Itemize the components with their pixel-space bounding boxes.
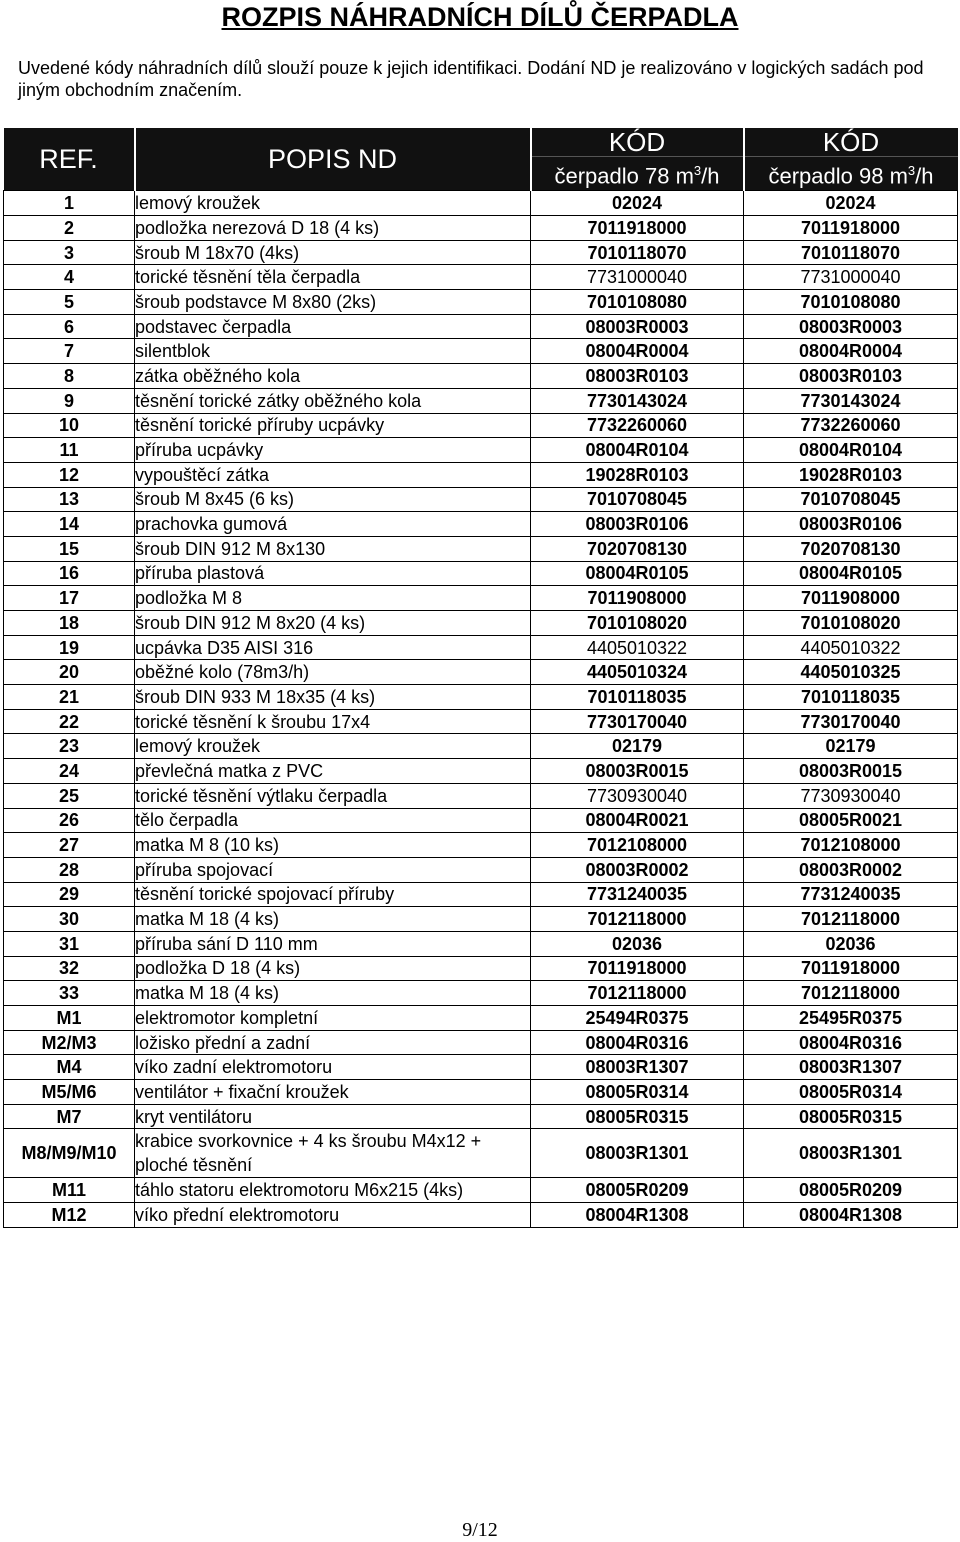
table-row: [4, 1030, 958, 1055]
code-78-cell: 7010118070: [531, 240, 744, 265]
code-78-cell: 4405010324: [531, 660, 744, 685]
description-cell: příruba spojovací: [135, 857, 531, 882]
code-78-cell: 08003R0103: [531, 364, 744, 389]
table-row: [4, 1006, 958, 1031]
description-cell: šroub podstavce M 8x80 (2ks): [135, 290, 531, 315]
code-78-cell: 02024: [531, 191, 744, 216]
description-cell: matka M 8 (10 ks): [135, 833, 531, 858]
ref-cell: 3: [4, 240, 135, 265]
code-98-cell: 7011918000: [744, 956, 958, 981]
code-98-cell: 08005R0209: [744, 1178, 958, 1203]
code-98-cell: 08003R0103: [744, 364, 958, 389]
code-78-cell: 7731000040: [531, 265, 744, 290]
table-row: [4, 783, 958, 808]
table-row: [4, 339, 958, 364]
description-cell: šroub DIN 933 M 18x35 (4 ks): [135, 685, 531, 710]
code-78-cell: 7011908000: [531, 586, 744, 611]
ref-cell: M7: [4, 1104, 135, 1129]
code-78-cell: 02036: [531, 931, 744, 956]
code-98-cell: 7010708045: [744, 487, 958, 512]
ref-cell: 15: [4, 536, 135, 561]
ref-cell: 7: [4, 339, 135, 364]
code-78-cell: 7012118000: [531, 981, 744, 1006]
table-row: [4, 1178, 958, 1203]
table-row: [4, 833, 958, 858]
page-title: ROZPIS NÁHRADNÍCH DÍLŮ ČERPADLA: [221, 2, 739, 32]
description-cell: těsnění torické zátky oběžného kola: [135, 388, 531, 413]
table-row: [4, 611, 958, 636]
ref-cell: 25: [4, 783, 135, 808]
code-78-cell: 02179: [531, 734, 744, 759]
table-row: [4, 216, 958, 241]
code-98-cell: 08003R0015: [744, 759, 958, 784]
description-cell: těsnění torické spojovací příruby: [135, 882, 531, 907]
table-row: [4, 1129, 958, 1178]
code-78-cell: 08004R0004: [531, 339, 744, 364]
header-description: POPIS ND: [135, 128, 531, 191]
ref-cell: 5: [4, 290, 135, 315]
table-header-row: [4, 128, 958, 191]
code-78-cell: 7011918000: [531, 956, 744, 981]
ref-cell: 2: [4, 216, 135, 241]
code-98-cell: 02179: [744, 734, 958, 759]
table-row: [4, 536, 958, 561]
description-cell: kryt ventilátoru: [135, 1104, 531, 1129]
code-98-cell: 7730930040: [744, 783, 958, 808]
header-code-78: [531, 128, 744, 191]
ref-cell: 28: [4, 857, 135, 882]
table-row: [4, 438, 958, 463]
table-row: [4, 956, 958, 981]
ref-cell: M1: [4, 1006, 135, 1031]
table-row: [4, 413, 958, 438]
description-cell: ventilátor + fixační kroužek: [135, 1080, 531, 1105]
code-78-cell: 08004R1308: [531, 1203, 744, 1228]
description-cell: torické těsnění těla čerpadla: [135, 265, 531, 290]
header-pump-78: čerpadlo 78 $m^3/h$: [554, 163, 720, 189]
ref-cell: 21: [4, 685, 135, 710]
table-row: [4, 586, 958, 611]
ref-cell: 29: [4, 882, 135, 907]
code-78-cell: 7012108000: [531, 833, 744, 858]
description-cell: oběžné kolo (78m3/h): [135, 660, 531, 685]
ref-cell: 30: [4, 907, 135, 932]
table-row: [4, 290, 958, 315]
code-98-cell: 7020708130: [744, 536, 958, 561]
ref-cell: 22: [4, 709, 135, 734]
ref-cell: 24: [4, 759, 135, 784]
code-98-cell: 7732260060: [744, 413, 958, 438]
ref-cell: M11: [4, 1178, 135, 1203]
ref-cell: 27: [4, 833, 135, 858]
ref-cell: 8: [4, 364, 135, 389]
code-78-cell: 7010108080: [531, 290, 744, 315]
description-cell: šroub DIN 912 M 8x130: [135, 536, 531, 561]
description-cell: šroub M 18x70 (4ks): [135, 240, 531, 265]
header-code-98: [744, 128, 958, 191]
description-cell: šroub M 8x45 (6 ks): [135, 487, 531, 512]
code-98-cell: 08004R0105: [744, 561, 958, 586]
ref-cell: 16: [4, 561, 135, 586]
code-78-cell: 08003R0003: [531, 314, 744, 339]
description-cell: torické těsnění k šroubu 17x4: [135, 709, 531, 734]
table-row: [4, 265, 958, 290]
table-row: [4, 1055, 958, 1080]
code-78-cell: 7732260060: [531, 413, 744, 438]
code-98-cell: 7730143024: [744, 388, 958, 413]
ref-cell: 18: [4, 611, 135, 636]
code-78-cell: 7010108020: [531, 611, 744, 636]
code-78-cell: 08004R0105: [531, 561, 744, 586]
ref-cell: 26: [4, 808, 135, 833]
ref-cell: M8/M9/M10: [4, 1129, 135, 1178]
code-98-cell: 7731240035: [744, 882, 958, 907]
description-cell: vypouštěcí zátka: [135, 462, 531, 487]
ref-cell: M12: [4, 1203, 135, 1228]
table-row: [4, 1203, 958, 1228]
code-98-cell: 7010108080: [744, 290, 958, 315]
code-78-cell: 08005R0314: [531, 1080, 744, 1105]
code-98-cell: 4405010325: [744, 660, 958, 685]
description-cell: podložka nerezová D 18 (4 ks): [135, 216, 531, 241]
table-row: [4, 462, 958, 487]
code-98-cell: 4405010322: [744, 635, 958, 660]
table-row: [4, 1080, 958, 1105]
description-cell: elektromotor kompletní: [135, 1006, 531, 1031]
description-cell: víko přední elektromotoru: [135, 1203, 531, 1228]
table-row: [4, 487, 958, 512]
description-cell: příruba sání D 110 mm: [135, 931, 531, 956]
code-98-cell: 08004R0104: [744, 438, 958, 463]
code-78-cell: 4405010322: [531, 635, 744, 660]
ref-cell: 13: [4, 487, 135, 512]
ref-cell: 12: [4, 462, 135, 487]
ref-cell: 4: [4, 265, 135, 290]
code-98-cell: 08005R0315: [744, 1104, 958, 1129]
ref-cell: 31: [4, 931, 135, 956]
table-row: [4, 734, 958, 759]
table-row: [4, 907, 958, 932]
code-78-cell: 7730930040: [531, 783, 744, 808]
page-number: 9/12: [462, 1519, 498, 1541]
description-cell: zátka oběžného kola: [135, 364, 531, 389]
ref-cell: 11: [4, 438, 135, 463]
ref-cell: 23: [4, 734, 135, 759]
description-cell: matka M 18 (4 ks): [135, 907, 531, 932]
code-98-cell: 7730170040: [744, 709, 958, 734]
code-78-cell: 7730143024: [531, 388, 744, 413]
code-78-cell: 08003R0002: [531, 857, 744, 882]
code-98-cell: 08004R0316: [744, 1030, 958, 1055]
code-78-cell: 7010118035: [531, 685, 744, 710]
description-cell: ložisko přední a zadní: [135, 1030, 531, 1055]
table-row: [4, 660, 958, 685]
code-98-cell: 08003R0003: [744, 314, 958, 339]
code-78-cell: 7012118000: [531, 907, 744, 932]
description-cell: lemový kroužek: [135, 734, 531, 759]
code-98-cell: 7012118000: [744, 907, 958, 932]
code-78-cell: 25494R0375: [531, 1006, 744, 1031]
description-cell: podstavec čerpadla: [135, 314, 531, 339]
code-78-cell: 08003R0015: [531, 759, 744, 784]
description-cell: příruba plastová: [135, 561, 531, 586]
ref-cell: 32: [4, 956, 135, 981]
description-cell: ucpávka D35 AISI 316: [135, 635, 531, 660]
table-row: [4, 191, 958, 216]
description-cell: podložka D 18 (4 ks): [135, 956, 531, 981]
description-cell: prachovka gumová: [135, 512, 531, 537]
code-98-cell: 7011908000: [744, 586, 958, 611]
table-row: [4, 388, 958, 413]
table-row: [4, 364, 958, 389]
ref-cell: 33: [4, 981, 135, 1006]
description-cell: příruba ucpávky: [135, 438, 531, 463]
table-row: [4, 685, 958, 710]
code-98-cell: 7010118035: [744, 685, 958, 710]
code-78-cell: 7730170040: [531, 709, 744, 734]
ref-cell: 20: [4, 660, 135, 685]
code-98-cell: 08005R0314: [744, 1080, 958, 1105]
table-row: [4, 561, 958, 586]
table-row: [4, 857, 958, 882]
code-98-cell: 08003R0002: [744, 857, 958, 882]
code-78-cell: 08004R0104: [531, 438, 744, 463]
code-98-cell: 19028R0103: [744, 462, 958, 487]
code-98-cell: 7012108000: [744, 833, 958, 858]
ref-cell: 1: [4, 191, 135, 216]
description-cell: lemový kroužek: [135, 191, 531, 216]
code-78-cell: 08005R0315: [531, 1104, 744, 1129]
ref-cell: M5/M6: [4, 1080, 135, 1105]
description-cell: těsnění torické příruby ucpávky: [135, 413, 531, 438]
table-row: [4, 1104, 958, 1129]
code-98-cell: 08003R0106: [744, 512, 958, 537]
table-row: [4, 314, 958, 339]
ref-cell: 10: [4, 413, 135, 438]
code-98-cell: 08003R1307: [744, 1055, 958, 1080]
table-row: [4, 512, 958, 537]
code-78-cell: 08004R0021: [531, 808, 744, 833]
code-78-cell: 19028R0103: [531, 462, 744, 487]
intro-text: Uvedené kódy náhradních dílů slouží pouze k jejich identifikaci. Dodání ND je realizováno v logických sadách pod jiným obchodním značením.: [18, 58, 924, 100]
code-98-cell: 7731000040: [744, 265, 958, 290]
code-98-cell: 08005R0021: [744, 808, 958, 833]
description-cell: torické těsnění výtlaku čerpadla: [135, 783, 531, 808]
code-78-cell: 7011918000: [531, 216, 744, 241]
header-ref: REF.: [4, 128, 135, 191]
code-78-cell: 7020708130: [531, 536, 744, 561]
code-98-cell: 7012118000: [744, 981, 958, 1006]
ref-cell: M2/M3: [4, 1030, 135, 1055]
code-78-cell: 08004R0316: [531, 1030, 744, 1055]
table-row: [4, 709, 958, 734]
code-98-cell: 25495R0375: [744, 1006, 958, 1031]
ref-cell: 9: [4, 388, 135, 413]
code-78-cell: 7010708045: [531, 487, 744, 512]
code-98-cell: 08003R1301: [744, 1129, 958, 1178]
ref-cell: 19: [4, 635, 135, 660]
description-cell: matka M 18 (4 ks): [135, 981, 531, 1006]
code-78-cell: 08005R0209: [531, 1178, 744, 1203]
header-pump-98: čerpadlo 98 $m^3/h$: [768, 163, 934, 189]
description-cell: tělo čerpadla: [135, 808, 531, 833]
table-row: [4, 931, 958, 956]
description-cell: krabice svorkovnice + 4 ks šroubu M4x12 + ploché těsnění: [135, 1129, 531, 1178]
code-98-cell: 08004R0004: [744, 339, 958, 364]
code-98-cell: 7011918000: [744, 216, 958, 241]
ref-cell: 6: [4, 314, 135, 339]
code-78-cell: 08003R1301: [531, 1129, 744, 1178]
code-78-cell: 08003R1307: [531, 1055, 744, 1080]
table-row: [4, 759, 958, 784]
header-code-label: KÓD: [532, 128, 743, 157]
description-cell: silentblok: [135, 339, 531, 364]
code-98-cell: 08004R1308: [744, 1203, 958, 1228]
table-row: [4, 882, 958, 907]
description-cell: šroub DIN 912 M 8x20 (4 ks): [135, 611, 531, 636]
ref-cell: M4: [4, 1055, 135, 1080]
table-row: [4, 808, 958, 833]
description-cell: podložka M 8: [135, 586, 531, 611]
parts-table: [3, 128, 958, 1228]
parts-table-body: [4, 191, 958, 1228]
description-cell: převlečná matka z PVC: [135, 759, 531, 784]
table-row: [4, 981, 958, 1006]
description-cell: víko zadní elektromotoru: [135, 1055, 531, 1080]
description-cell: táhlo statoru elektromotoru M6x215 (4ks): [135, 1178, 531, 1203]
ref-cell: 17: [4, 586, 135, 611]
table-row: [4, 635, 958, 660]
code-98-cell: 02024: [744, 191, 958, 216]
code-78-cell: 08003R0106: [531, 512, 744, 537]
code-98-cell: 7010108020: [744, 611, 958, 636]
ref-cell: 14: [4, 512, 135, 537]
table-row: [4, 240, 958, 265]
code-98-cell: 02036: [744, 931, 958, 956]
header-code-label: KÓD: [745, 128, 958, 157]
code-98-cell: 7010118070: [744, 240, 958, 265]
code-78-cell: 7731240035: [531, 882, 744, 907]
